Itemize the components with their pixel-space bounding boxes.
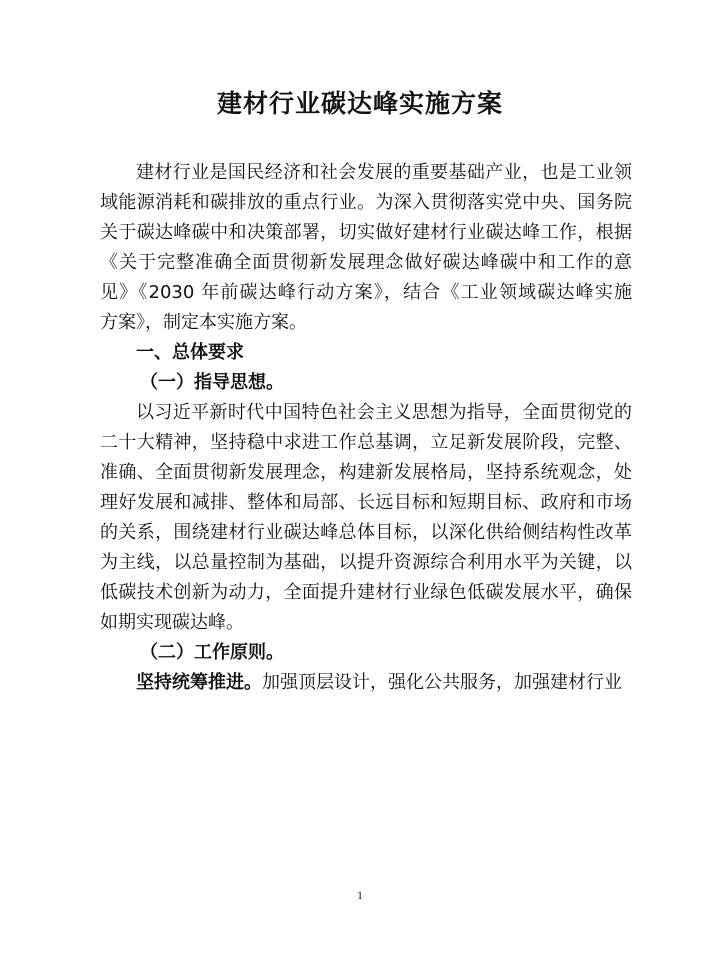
- page-number: 1: [357, 888, 363, 902]
- guiding-line: 如期实现碳达峰。: [100, 612, 244, 633]
- intro-line: 建材行业是国民经济和社会发展的重要基础产业，也是工业领: [136, 162, 632, 183]
- intro-line: 方案》，制定本实施方案。: [100, 312, 307, 333]
- guiding-line: 的关系，围绕建材行业碳达峰总体目标，以深化供给侧结构性改革: [100, 522, 632, 543]
- principle-text: 加强顶层设计，强化公共服务，加强建材行业: [262, 672, 622, 693]
- document-body: [100, 158, 632, 698]
- principle-line: [100, 668, 632, 698]
- section-heading-general-requirements: 一、总体要求: [136, 342, 244, 363]
- intro-line: 《关于完整准确全面贯彻新发展理念做好碳达峰碳中和工作的意: [100, 252, 632, 273]
- document-title: 建材行业碳达峰实施方案: [216, 89, 503, 118]
- intro-line: 见》《2030 年前碳达峰行动方案》，结合《工业领域碳达峰实施: [100, 282, 632, 303]
- subsection-heading-working-principles: （二）工作原则。: [140, 642, 284, 663]
- intro-line: 域能源消耗和碳排放的重点行业。为深入贯彻落实党中央、国务院: [100, 192, 632, 213]
- guiding-line: 低碳技术创新为动力，全面提升建材行业绿色低碳发展水平，确保: [100, 582, 632, 603]
- intro-line: 关于碳达峰碳中和决策部署，切实做好建材行业碳达峰工作，根据: [100, 222, 632, 243]
- subsection-heading-guiding-ideology: （一）指导思想。: [140, 372, 284, 393]
- guiding-line: 准确、全面贯彻新发展理念，构建新发展格局，坚持系统观念，处: [100, 462, 632, 483]
- principle-label: 坚持统筹推进。: [136, 672, 262, 693]
- guiding-line: 以习近平新时代中国特色社会主义思想为指导，全面贯彻党的: [136, 402, 632, 423]
- guiding-line: 二十大精神，坚持稳中求进工作总基调，立足新发展阶段，完整、: [100, 432, 632, 453]
- guiding-line: 为主线，以总量控制为基础，以提升资源综合利用水平为关键，以: [100, 552, 632, 573]
- guiding-line: 理好发展和减排、整体和局部、长远目标和短期目标、政府和市场: [100, 492, 632, 513]
